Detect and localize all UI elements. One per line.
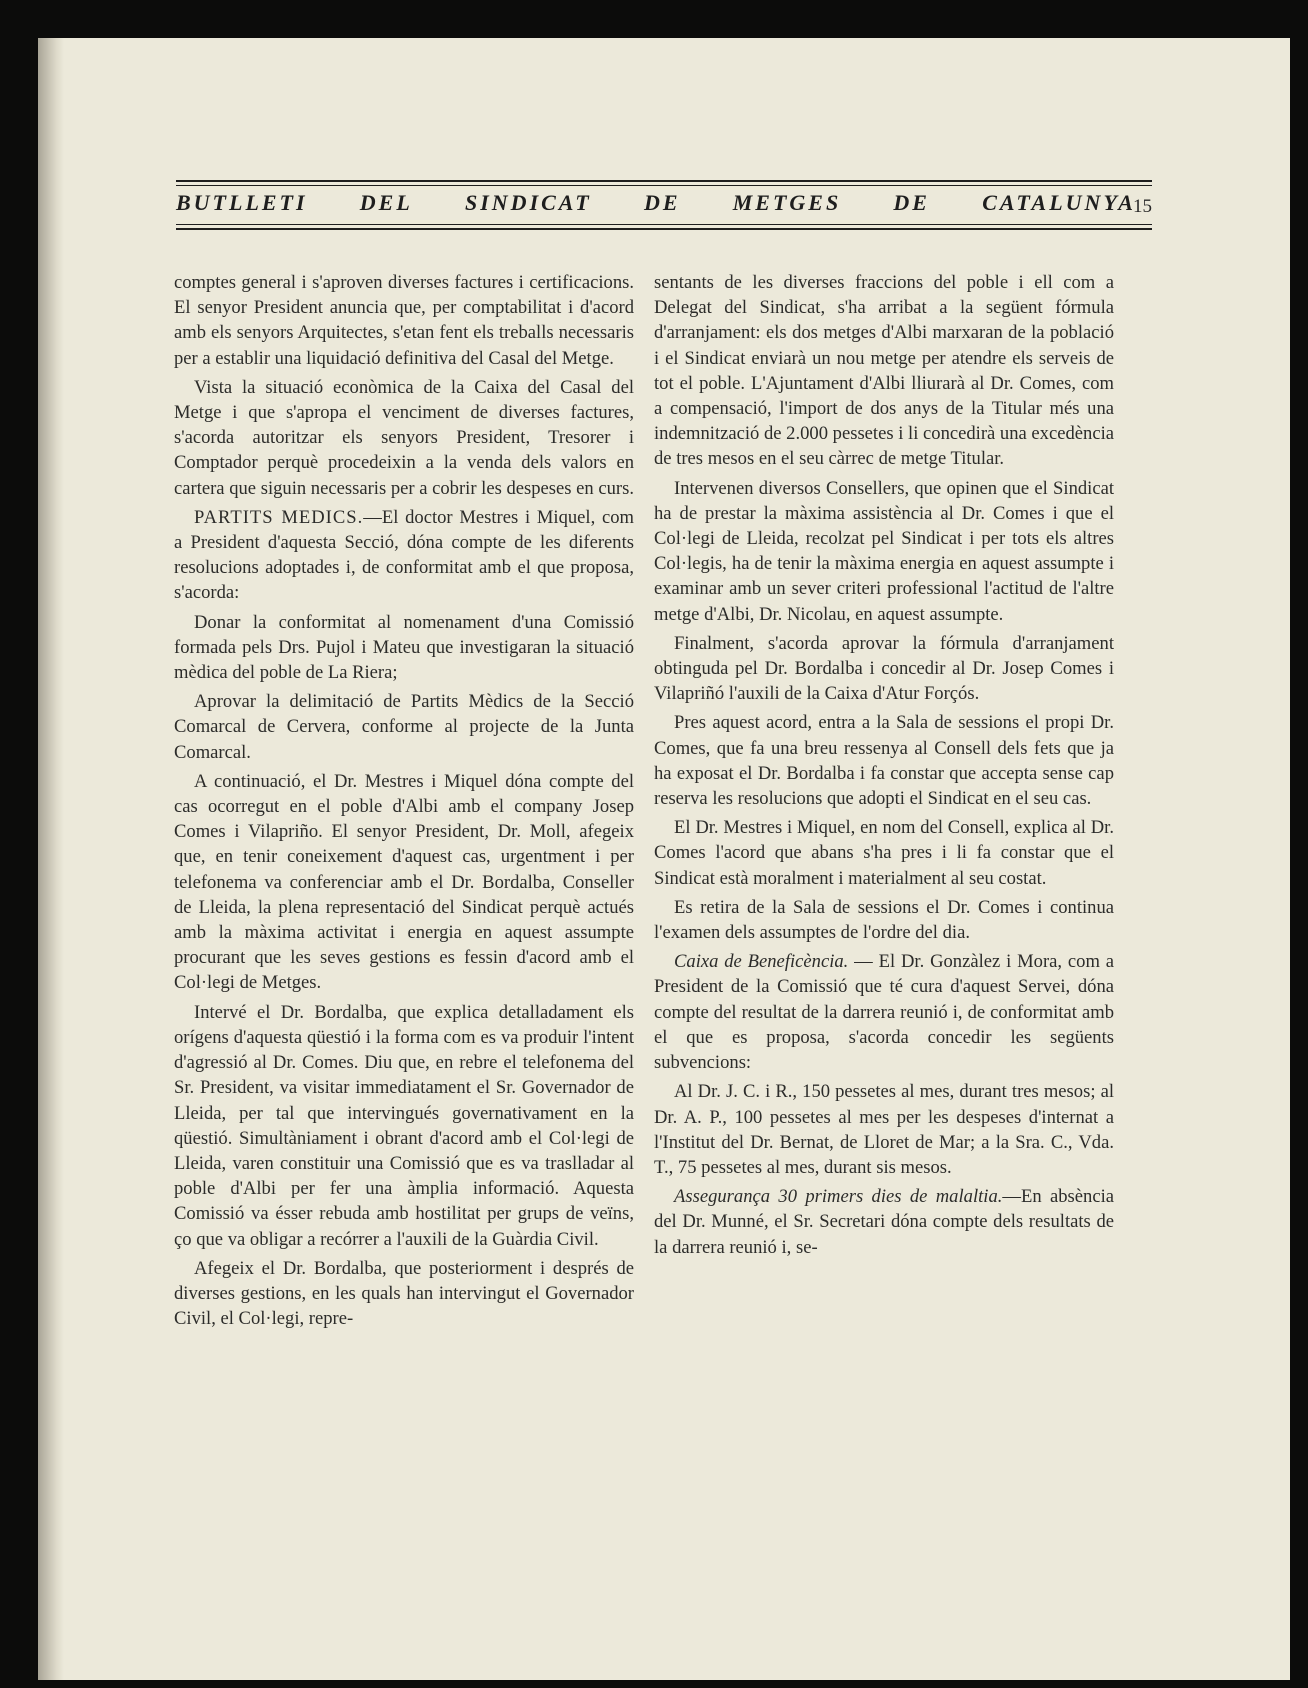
paragraph <box>174 689 634 765</box>
title-word: METGES <box>732 190 842 215</box>
title-word: DEL <box>359 190 413 215</box>
paragraph <box>654 476 1114 627</box>
right-column <box>654 270 1114 1260</box>
paragraph <box>174 375 634 501</box>
paragraph-text: Afegeix el Dr. Bordalba, que posteriorment i després de diverses gestions, en les quals han intervingut el Governador Civil, el Col·legi, repre- <box>174 1257 634 1330</box>
section-heading: Caixa de Beneficència. <box>674 951 849 973</box>
title-word: DE <box>893 190 930 215</box>
running-header <box>176 140 1152 230</box>
title-word: CATALUNYA <box>982 190 1136 215</box>
paragraph-text: Aprovar la delimitació de Partits Mèdics de la Secció Comarcal de Cervera, conforme al projecte de la Junta Comarcal. <box>174 691 634 763</box>
paragraph-text: Finalment, s'acorda aprovar la fórmula d'arranjament obtinguda pel Dr. Bordalba i concedir al Dr. Josep Comes i Vilapriñó l'auxili de la Caixa d'Atur Forçós. <box>654 632 1114 705</box>
paragraph-text: A continuació, el Dr. Mestres i Miquel dóna compte del cas ocorregut en el poble d'Albi amb el company Josep Comes i Vilapriño. El senyor President, Dr. Moll, afegeix que, en tenir coneixement d'aquest cas, urgentment i per telefonema va conferenciar amb el Dr. Bordalba, Conseller de Lleida, la plena representació del Sindicat perquè actués amb la màxima activitat i energia en aquest assumpte procurant que les seves gestions es fessin d'acord amb el Col·legi de Metges. <box>174 770 634 994</box>
paragraph-text: comptes general i s'aproven diverses factures i certificacions. El senyor President anuncia que, per comptabilitat i d'acord amb els senyors Arquitectes, s'etan fent els treballs necessaris per a establir una liquidació definitiva del Casal del Metge. <box>174 272 634 369</box>
section-heading: PARTITS MEDICS. <box>194 506 364 528</box>
paragraph <box>654 710 1114 811</box>
paragraph <box>654 949 1114 1075</box>
paragraph-text: —El doctor Mestres i Miquel, com a President d'aquesta Secció, dóna compte de les diferents resolucions adoptades i, de conformitat amb el que proposa, s'acorda: <box>174 506 634 604</box>
document-page <box>38 38 1290 1680</box>
paragraph-text: sentants de les diverses fraccions del poble i ell com a Delegat del Sindicat, s'ha arribat a la següent fórmula d'arranjament: els dos metges d'Albi marxaran de la població i el Sindicat enviarà un nou metge per atendre els serveis de tot el poble. L'Ajuntament d'Albi lliurarà al Dr. Comes, com a compensació, l'import de dos anys de la Titular més una indemnització de 2.000 pessetes i li concedirà una excedència de tres mesos en el seu càrrec de metge Titular. <box>654 272 1115 470</box>
header-rule <box>176 180 1152 182</box>
paragraph <box>654 631 1114 707</box>
page-number: 15 <box>1133 196 1152 217</box>
paragraph-text: El Dr. Mestres i Miquel, en nom del Consell, explica al Dr. Comes l'acord que abans s'ha pres i li fa constar que el Sindicat està moralment i materialment al seu costat. <box>654 817 1114 889</box>
page-gutter-shadow <box>38 38 64 1680</box>
paragraph-text: Al Dr. J. C. i R., 150 pessetes al mes, durant tres mesos; al Dr. A. P., 100 pessetes al mes per les despeses d'internat a l'Institut del Dr. Bernat, de Lloret de Mar; a la Sra. C., Vda. T., 75 pessetes al mes, durant sis mesos. <box>654 1081 1114 1178</box>
section-heading: Assegurança 30 primers dies de malaltia. <box>674 1186 1003 1208</box>
paragraph <box>174 270 634 371</box>
paragraph-text: — El Dr. Gonzàlez i Mora, com a President de la Comissió que té cura d'aquest Servei, dóna compte del resultat de la darrera reunió i, de conformitat amb el que es proposa, s'acorda concedir les següents subvencions: <box>654 951 1115 1074</box>
paragraph-text: —En absència del Dr. Munné, el Sr. Secretari dóna compte dels resultats de la darrera reunió i, se- <box>654 1186 1114 1258</box>
paragraph <box>174 1000 634 1252</box>
paragraph-text: Es retira de la Sala de sessions el Dr. Comes i continua l'examen dels assumptes de l'ordre del dia. <box>654 896 1114 944</box>
title-word: BUTLLETI <box>176 190 308 215</box>
paragraph <box>174 505 634 606</box>
paragraph <box>654 815 1114 891</box>
paragraph-text: Intervenen diversos Consellers, que opinen que el Sindicat ha de prestar la màxima assistència al Dr. Comes i que el Col·legi de Lleida, recolzat pel Sindicat i per tots els altres Col·legis, ha de tenir la màxima energia en aquest assumpte i examinar amb un sever criteri professional l'actitud de l'altre metge d'Albi, Dr. Nicolau, en aquest assumpte. <box>654 477 1114 625</box>
paragraph <box>654 1079 1114 1180</box>
left-column <box>174 270 634 1331</box>
header-rule <box>176 224 1152 225</box>
paragraph <box>174 1256 634 1332</box>
paragraph-text: Intervé el Dr. Bordalba, que explica detalladament els orígens d'aquesta qüestió i la forma com es va produir l'intent d'agressió al Dr. Comes. Diu que, en rebre el telefonema del Sr. President, va visitar immediatament el Sr. Governador de Lleida, per tal que intervingués governativament en la qüestió. Simultàniament i obrant d'acord amb el Col·legi de Lleida, varen constituir una Comissió que es va traslladar al poble d'Albi per fer una àmplia informació. Aquesta Comissió va ésser rebuda amb hostilitat per grups de veïns, ço que va obligar a recórrer a l'auxili de la Guàrdia Civil. <box>174 1001 634 1250</box>
paragraph <box>654 895 1114 945</box>
header-rule <box>176 185 1152 186</box>
paragraph-text: Pres aquest acord, entra a la Sala de sessions el propi Dr. Comes, que fa una breu ressenya al Consell dels fets que ja ha exposat el Dr. Bordalba i fa constar que accepta sense cap reserva les resolucions que adopti el Sindicat en el seu cas. <box>654 712 1114 810</box>
paragraph-text: Donar la conformitat al nomenament d'una Comissió formada pels Drs. Pujol i Mateu que investigaran la situació mèdica del poble de La Riera; <box>174 611 634 684</box>
paragraph <box>654 1184 1114 1260</box>
title-word: SINDICAT <box>465 190 592 215</box>
paragraph <box>174 610 634 686</box>
paragraph <box>174 769 634 996</box>
title-word: DE <box>643 190 681 215</box>
paragraph-text: Vista la situació econòmica de la Caixa del Casal del Metge i que s'apropa el venciment de diverses factures, s'acorda autoritzar els senyors President, Tresorer i Comptador perquè procedeixin a la venda dels valors en cartera que siguin necessaris per a cobrir les despeses en curs. <box>174 376 635 499</box>
paragraph <box>654 270 1114 472</box>
header-rule <box>176 228 1152 230</box>
journal-title <box>176 190 1136 216</box>
